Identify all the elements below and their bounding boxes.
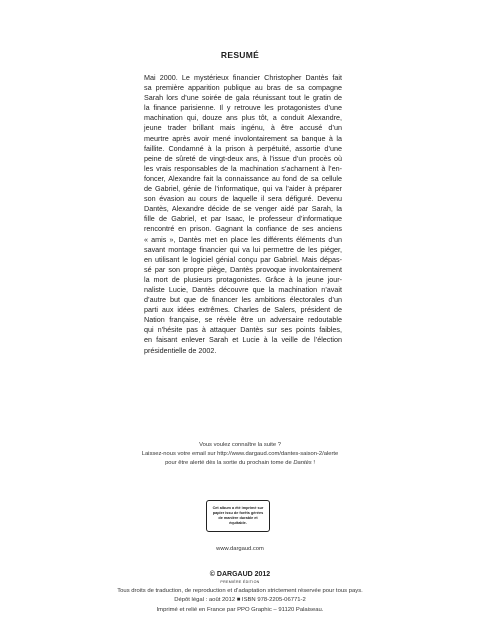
deposit-isbn-line: Dépôt légal : août 2012 ■ ISBN 978-2205-06771-2 — [174, 597, 306, 604]
edition-label: PREMIÈRE ÉDITION — [220, 580, 260, 584]
summary-line: la mort de plusieurs protagonistes. Grâce à la jeune jour- — [144, 274, 342, 284]
summary-line: en utilisant le logiciel génial conçu par Gabriel. Mais dépas- — [144, 254, 342, 264]
summary-line: sa première apparition publique au bras de sa compagne — [144, 83, 342, 93]
summary-line: « amis », Dantès met en place les différents éléments d’un — [144, 234, 342, 244]
summary-line: Sarah lors d’une soirée de gala réunissant tout le gratin de — [144, 93, 342, 103]
summary-text — [144, 73, 342, 356]
legal-notice — [0, 587, 480, 615]
sequel-teaser — [0, 441, 480, 468]
summary-line: d’autre but que de financer les ambitions électorales d’un — [144, 295, 342, 305]
summary-line: fille de Gabriel, et par Isaac, le professeur d’informatique — [144, 214, 342, 224]
summary-line: meurtre après avoir mené involontairement sa banque à la — [144, 133, 342, 143]
teaser-alert-suffix: ! — [311, 460, 315, 466]
summary-line: de Gabriel, génie de l’informatique, qui va l’aider à préparer — [144, 184, 342, 194]
summary-line: sé par son propre piège, Dantès provoque involontairement — [144, 264, 342, 274]
summary-line: les vrais responsables de la machination s’acharnent à l’en- — [144, 163, 342, 173]
summary-line: naliste Lucie, Dantès découvre que la machination n’avait — [144, 284, 342, 294]
summary-line: parti aux idées extrêmes. Charles de Salers, président de — [144, 305, 342, 315]
printer-line: Imprimé et relié en France par PPO Graphic – 91120 Palaiseau. — [156, 606, 324, 613]
rights-line: Tous droits de traduction, de reproduction et d’adaptation strictement réservée pour tous pays. — [117, 588, 363, 594]
copyright: © DARGAUD 2012 — [209, 571, 271, 578]
teaser-book-title: Dantès — [293, 460, 312, 466]
summary-line: la finance parisienne. Il y retrouve les protagonistes d’une — [144, 103, 342, 113]
summary-line: foncer, Alexandre fait la connaissance au fond de sa cellule — [144, 173, 342, 183]
teaser-question: Vous voulez connaître la suite ? — [199, 442, 281, 448]
summary-line: faillite. Condamné à la prison à perpétuité, assortie d’une — [144, 143, 342, 153]
teaser-alert-prefix: pour être alerté dès la sortie du prochain tome de — [165, 460, 294, 466]
summary-line: qui n’hésite pas à attaquer Dantès sur ses points faibles, — [144, 325, 342, 335]
summary-line: présidentielle de 2002. — [144, 345, 217, 355]
summary-line: jeune trader brillant mais ingénu, à être accusé d’un — [144, 123, 342, 133]
summary-line: son évasion au cours de laquelle il sera défiguré. Devenu — [144, 194, 342, 204]
teaser-email-invite: Laissez-nous votre email sur http://www.dargaud.com/dantes-saison-2/alerte — [141, 451, 339, 457]
eco-paper-label-box — [206, 500, 270, 532]
summary-line: peine de sûreté de vingt-deux ans, à l’issue d’un procès où — [144, 153, 342, 163]
website: www.dargaud.com — [216, 546, 264, 552]
summary-title: RESUMÉ — [220, 50, 260, 60]
summary-line: rencontré en prison. Gagnant la confiance de ses anciens — [144, 224, 342, 234]
summary-line: savant montage financier qui va lui permettre de les piéger, — [144, 244, 342, 254]
eco-paper-label: Cet album a été imprimé sur papier issu de forêts gérées de manière durable et équitable. — [212, 506, 264, 525]
summary-line: machination qui, douze ans plus tôt, a conduit Alexandre, — [144, 113, 342, 123]
summary-line: Dantès, Alexandre décide de se venger aidé par Sarah, la — [144, 204, 342, 214]
summary-line: en faisant enlever Sarah et Lucie à la veille de l’élection — [144, 335, 342, 345]
teaser-alert-line — [0, 459, 480, 468]
summary-line: Nation française, se révèle être un adversaire redoutable — [144, 315, 342, 325]
summary-line: Mai 2000. Le mystérieux financier Christopher Dantès fait — [144, 73, 342, 82]
